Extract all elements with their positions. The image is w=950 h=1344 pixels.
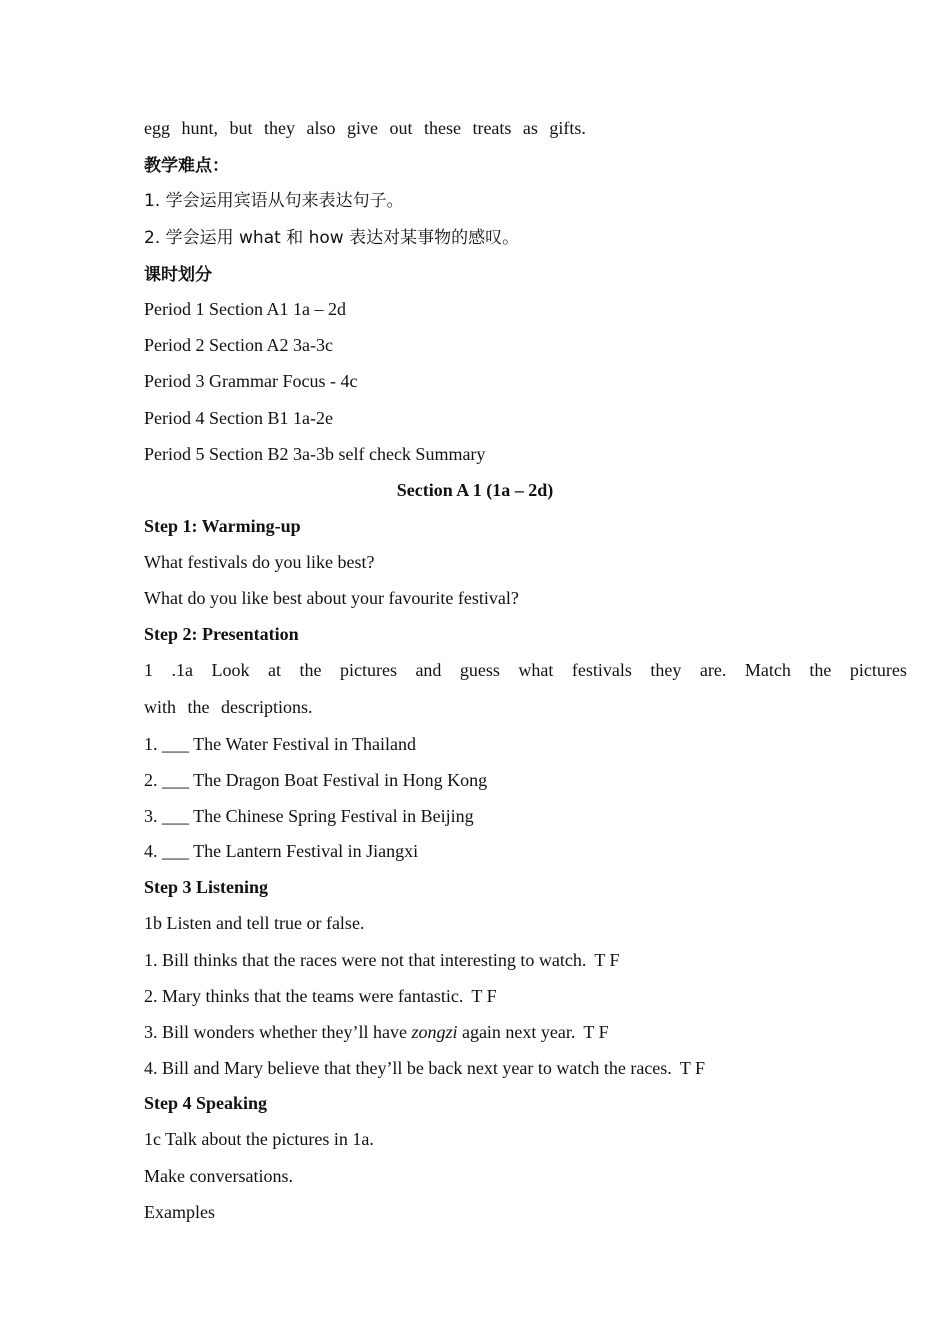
step4-line: 1c Talk about the pictures in 1a. — [144, 1129, 374, 1149]
step3-heading: Step 3 Listening — [144, 877, 269, 897]
tf-options: T F — [471, 986, 497, 1006]
tf-question — [144, 1021, 609, 1043]
step2-instruction: 1 .1a Look at the pictures and guess what festivals they are. Match the pictures — [144, 660, 907, 680]
section-title: Section A 1 (1a – 2d) — [396, 480, 554, 500]
tf-question — [144, 985, 497, 1007]
intro-continuation: egg hunt, but they also give out these treats as gifts. — [144, 118, 586, 138]
difficulty-item: 1. 学会运用宾语从句来表达句子。 — [144, 191, 404, 211]
tf-question — [144, 1057, 705, 1079]
step2-heading: Step 2: Presentation — [144, 624, 299, 644]
schedule-period: Period 4 Section B1 1a-2e — [144, 408, 333, 428]
tf-options: T F — [679, 1058, 705, 1078]
schedule-period: Period 1 Section A1 1a – 2d — [144, 299, 346, 319]
step1-heading: Step 1: Warming-up — [144, 516, 301, 536]
step1-line: What do you like best about your favourite festival? — [144, 588, 519, 608]
schedule-heading: 课时划分 — [144, 265, 212, 285]
difficulty-item: 2. 学会运用 what 和 how 表达对某事物的感叹。 — [144, 228, 520, 248]
match-item: 3. ___ The Chinese Spring Festival in Beijing — [144, 806, 474, 826]
difficulties-heading: 教学难点： — [144, 156, 229, 176]
tf-question-text: 2. Mary thinks that the teams were fantastic. — [144, 986, 464, 1006]
tf-question-text: again next year. — [457, 1022, 576, 1042]
tf-question-italic: zongzi — [411, 1022, 458, 1042]
schedule-period: Period 5 Section B2 3a-3b self check Summary — [144, 444, 486, 464]
tf-question-text: 3. Bill wonders whether they’ll have — [144, 1022, 412, 1042]
tf-options: T F — [583, 1022, 609, 1042]
match-item: 2. ___ The Dragon Boat Festival in Hong Kong — [144, 770, 488, 790]
tf-question — [144, 949, 620, 971]
step1-line: What festivals do you like best? — [144, 552, 375, 572]
tf-question-text: 4. Bill and Mary believe that they’ll be back next year to watch the races. — [144, 1058, 672, 1078]
tf-options: T F — [594, 950, 620, 970]
schedule-period: Period 3 Grammar Focus - 4c — [144, 371, 358, 391]
schedule-period: Period 2 Section A2 3a-3c — [144, 335, 333, 355]
step3-instruction: 1b Listen and tell true or false. — [144, 913, 365, 933]
step4-heading: Step 4 Speaking — [144, 1093, 268, 1113]
tf-question-text: 1. Bill thinks that the races were not that interesting to watch. — [144, 950, 587, 970]
match-item: 1. ___ The Water Festival in Thailand — [144, 734, 417, 754]
step2-instruction: with the descriptions. — [144, 697, 313, 717]
step4-line: Examples — [144, 1202, 215, 1222]
match-item: 4. ___ The Lantern Festival in Jiangxi — [144, 841, 419, 861]
step4-line: Make conversations. — [144, 1166, 293, 1186]
